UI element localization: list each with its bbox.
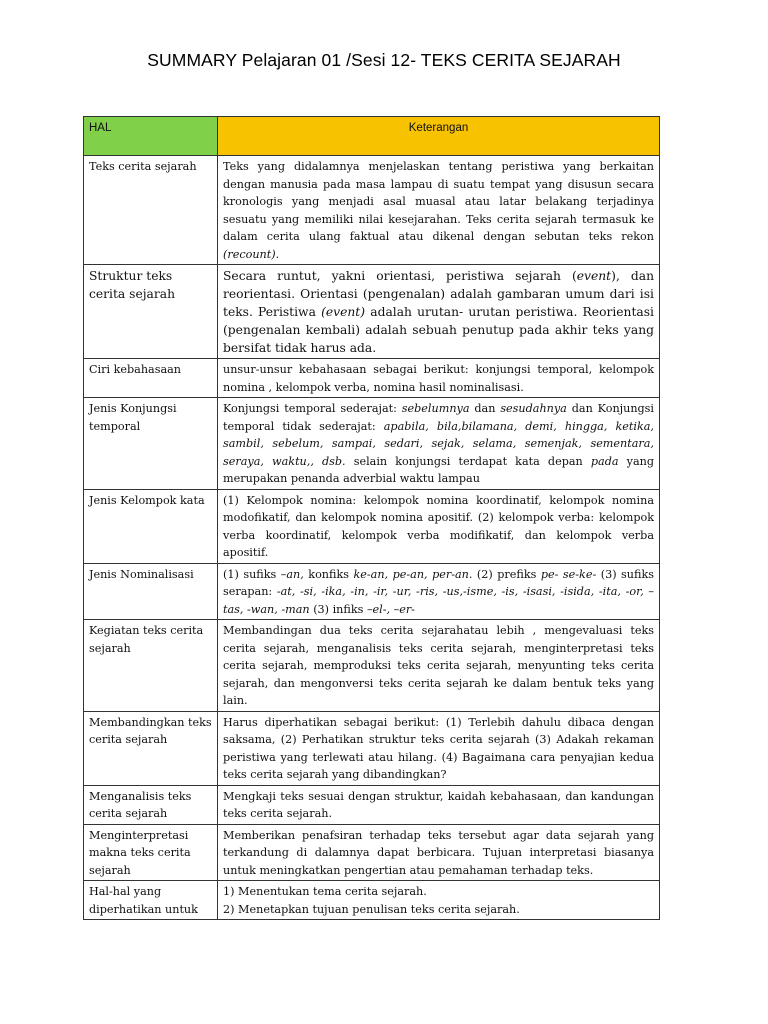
summary-table-body: [84, 117, 660, 920]
row-keterangan: [218, 881, 660, 920]
text-segment: dan: [469, 402, 501, 415]
text-segment: Memberikan penafsiran terhadap teks tersebut agar data sejarah yang terkandung di dalamnya dapat berbicara. Tujuan interpretasi biasanya untuk meningkatkan pengertian atau pemahaman terhadap teks.: [223, 828, 654, 877]
text-segment: (3) sufiks serapan:: [223, 567, 654, 598]
text-segment: selain konjungsi terdapat kata depan: [345, 454, 591, 468]
text-segment: yang merupakan penanda adverbial waktu lampau: [223, 454, 655, 485]
row-keterangan: [218, 563, 660, 620]
italic-term: –an,: [280, 567, 304, 581]
text-segment: Mengkaji teks sesuai dengan struktur, kaidah kebahasaan, dan kandungan teks cerita sejarah.: [223, 789, 654, 820]
italic-term: apabila, bila,bilamana, demi, hingga, ketika, sambil, sebelum, sampai, sedari, sejak, selama, semenjak, sementara, seraya, waktu,, dsb.: [223, 419, 654, 468]
row-hal: Teks cerita sejarah: [84, 156, 218, 265]
table-row: [84, 359, 660, 398]
row-hal: Menginterpretasi makna teks cerita sejarah: [84, 824, 218, 881]
row-hal: Membandingkan teks cerita sejarah: [84, 711, 218, 785]
text-segment: (1) sufiks: [223, 567, 281, 581]
text-segment: (2) prefiks: [472, 567, 541, 581]
row-hal: Jenis Konjungsi temporal: [84, 398, 218, 490]
italic-term: ke-an, pe-an, per-an.: [353, 567, 473, 581]
row-keterangan: [218, 156, 660, 265]
text-segment: (3) infiks: [309, 602, 367, 616]
row-keterangan: [218, 620, 660, 712]
row-keterangan: [218, 265, 660, 359]
text-segment: Membandingan dua teks cerita sejarahatau lebih , mengevaluasi teks cerita sejarah, menganalisis teks cerita sejarah, menginterpretasi teks cerita sejarah, memproduksi teks cerita sejarah, menyunting teks cerita sejarah, dan mengonversi teks cerita sejarah ke dalam bentuk teks yang lain.: [223, 624, 654, 707]
text-segment: unsur-unsur kebahasaan sebagai berikut: konjungsi temporal, kelompok nomina , kelompok verba, nomina hasil nominalisasi.: [223, 363, 654, 394]
table-row: [84, 489, 660, 563]
italic-term: event: [576, 269, 612, 283]
row-hal: Kegiatan teks cerita sejarah: [84, 620, 218, 712]
text-segment: Konjungsi temporal sederajat:: [223, 402, 402, 415]
text-segment: .: [275, 247, 280, 261]
table-row: [84, 156, 660, 265]
summary-table: [83, 116, 660, 920]
text-segment: konfiks: [303, 567, 354, 581]
row-keterangan: [218, 489, 660, 563]
header-keterangan: Keterangan: [218, 117, 660, 156]
table-header-row: [84, 117, 660, 156]
list-line: 1) Menentukan tema cerita sejarah.: [223, 885, 427, 898]
text-segment: (1) Kelompok nomina: kelompok nomina koordinatif, kelompok nomina modofikatif, dan kelompok nomina apositif. (2) kelompok verba: kelompok verba koordinatif, kelompok verba modifikatif, dan kelompok verba apositif.: [223, 493, 654, 559]
row-keterangan: [218, 359, 660, 398]
text-segment: Harus diperhatikan sebagai berikut: (1) Terlebih dahulu dibaca dengan saksama, (2) Perhatikan struktur teks cerita sejarah (3) Adakah rekaman peristiwa yang terlewati atau hilang. (4) Bagaimana cara penyajian kedua teks cerita sejarah yang dibandingkan?: [223, 715, 654, 781]
row-hal: Jenis Nominalisasi: [84, 563, 218, 620]
text-segment: Secara runtut, yakni orientasi, peristiwa sejarah (: [223, 269, 577, 283]
italic-term: sesudahnya: [500, 402, 567, 415]
italic-term: -at, -si, -ika, -in, -ir, -ur, -ris, -us,-isme, -is, -isasi, -isida, -ita, -or, –tas, -wan, -man: [223, 585, 654, 616]
italic-term: pe- se-ke-: [540, 567, 597, 581]
table-row: [84, 398, 660, 490]
row-keterangan: [218, 785, 660, 824]
text-segment: ), dan reorientasi. Orientasi (pengenalan) adalah gambaran umum dari isi teks. Peristiwa: [223, 269, 654, 319]
italic-term: sebelumnya: [401, 402, 470, 415]
list-line: 2) Menetapkan tujuan penulisan teks cerita sejarah.: [223, 902, 520, 916]
italic-term: (event): [321, 305, 366, 319]
row-hal: Struktur teks cerita sejarah: [84, 265, 218, 359]
italic-term: pada: [590, 454, 619, 468]
row-hal: Menganalisis teks cerita sejarah: [84, 785, 218, 824]
text-segment: adalah urutan- urutan peristiwa. Reorientasi (pengenalan kembali) adalah sebuah penutup pada akhir teks yang bersifat tidak harus ada.: [223, 305, 654, 355]
text-segment: dan Konjungsi temporal tidak sederajat:: [223, 402, 655, 433]
table-row: [84, 824, 660, 881]
row-keterangan: [218, 398, 660, 490]
table-row: [84, 620, 660, 712]
table-row: [84, 881, 660, 920]
row-hal: Hal-hal yang diperhatikan untuk: [84, 881, 218, 920]
row-hal: Jenis Kelompok kata: [84, 489, 218, 563]
table-row: [84, 265, 660, 359]
table-row: [84, 711, 660, 785]
italic-term: (recount): [223, 247, 276, 261]
row-hal: Ciri kebahasaan: [84, 359, 218, 398]
table-row: [84, 785, 660, 824]
row-keterangan: [218, 711, 660, 785]
text-segment: Teks yang didalamnya menjelaskan tentang peristiwa yang berkaitan dengan manusia pada masa lampau di suatu tempat yang disusun secara kronologis yang menjadi asal muasal atau latar belakang terjadinya sesuatu yang memiliki nilai kesejarahan. Teks cerita sejarah termasuk ke dalam cerita ulang faktual atau dikenal dengan sebutan teks rekon: [223, 160, 654, 243]
header-hal: HAL: [84, 117, 218, 156]
table-row: [84, 563, 660, 620]
italic-term: –el-, –er-: [366, 602, 415, 616]
page-title: SUMMARY Pelajaran 01 /Sesi 12- TEKS CERITA SEJARAH: [147, 50, 621, 70]
row-keterangan: [218, 824, 660, 881]
